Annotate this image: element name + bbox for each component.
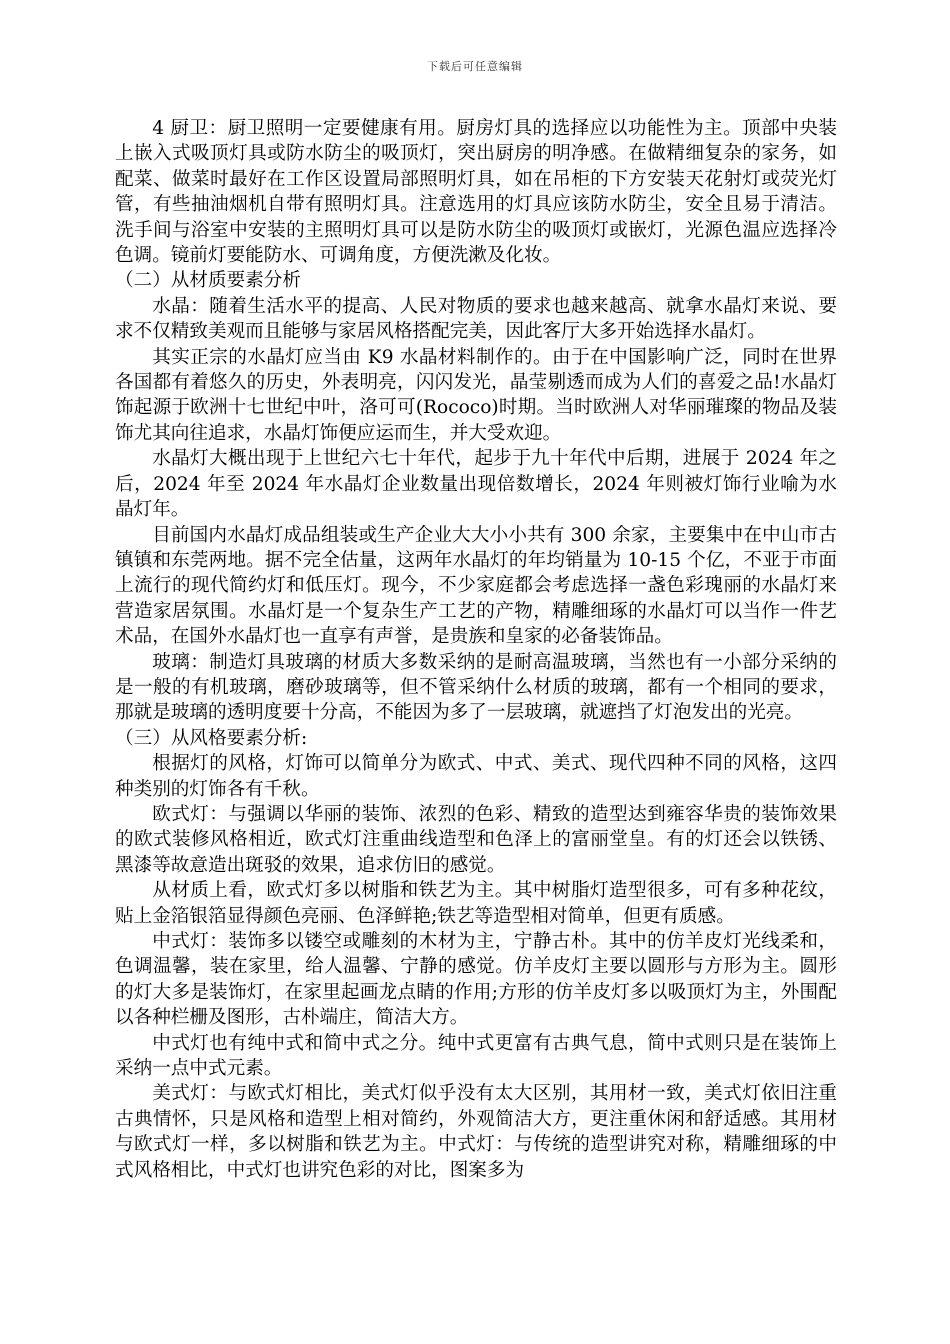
paragraph-crystal-intro: 水晶：随着生活水平的提高、人民对物质的要求也越来越高、就拿水晶灯来说、要求不仅精致美观而且能够与家居风格搭配完美，因此客厅大多开始选择水晶灯。 [115, 295, 837, 343]
page-header-note: 下载后可任意编辑 [427, 60, 523, 73]
document-body [115, 116, 837, 1183]
section-heading-style: （三）从风格要素分析: [115, 727, 308, 749]
paragraph-glass: 玻璃：制造灯具玻璃的材质大多数采纳的是耐高温玻璃，当然也有一小部分采纳的是一般的有机玻璃，磨砂玻璃等，但不管采纳什么材质的玻璃，都有一个相同的要求，那就是玻璃的透明度要十分高，不能因为多了一层玻璃，就遮挡了灯泡发出的光亮。 [115, 651, 837, 724]
paragraph-american-lamp: 美式灯：与欧式灯相比，美式灯似乎没有太大区别，其用材一致，美式灯依旧注重古典情怀，只是风格和造型上相对简约，外观简洁大方，更注重休闲和舒适感。其用材与欧式灯一样，多以树脂和铁艺为主。中式灯：与传统的造型讲究对称，精雕细琢的中式风格相比，中式灯也讲究色彩的对比，图案多为 [115, 1083, 837, 1181]
paragraph-style-overview: 根据灯的风格，灯饰可以简单分为欧式、中式、美式、现代四种不同的风格，这四种类别的灯饰各有千秋。 [115, 753, 837, 800]
paragraph-crystal-history: 水晶灯大概出现于上世纪六七十年代，起步于九十年代中后期，进展于 2024 年之后，2024 年至 2024 年水晶灯企业数量出现倍数增长，2024 年则被灯饰行业喻为水晶灯年。 [115, 448, 837, 521]
paragraph-chinese-variants: 中式灯也有纯中式和简中式之分。纯中式更富有古典气息，简中式则只是在装饰上采纳一点中式元素。 [115, 1032, 837, 1080]
paragraph-crystal-origin: 其实正宗的水晶灯应当由 K9 水晶材料制作的。由于在中国影响广泛，同时在世界各国都有着悠久的历史，外表明亮，闪闪发光，晶莹剔透而成为人们的喜爱之品!水晶灯饰起源于欧洲十七世纪中叶，洛可可(Rococo)时期。当时欧洲人对华丽璀璨的物品及装饰尤其向往追求，水晶灯饰便应运而生，并大受欢迎。 [115, 346, 837, 444]
paragraph-european-material: 从材质上看，欧式灯多以树脂和铁艺为主。其中树脂灯造型很多，可有多种花纹，贴上金箔银箔显得颜色亮丽、色泽鲜艳;铁艺等造型相对简单，但更有质感。 [115, 880, 837, 927]
paragraph-chinese-lamp: 中式灯：装饰多以镂空或雕刻的木材为主，宁静古朴。其中的仿羊皮灯光线柔和，色调温馨，装在家里，给人温馨、宁静的感觉。仿羊皮灯主要以圆形与方形为主。圆形的灯大多是装饰灯，在家里起画龙点睛的作用;方形的仿羊皮灯多以吸顶灯为主，外围配以各种栏栅及图形，古朴端庄，简洁大方。 [115, 931, 837, 1029]
paragraph-crystal-industry: 目前国内水晶灯成品组装或生产企业大大小小共有 300 余家，主要集中在中山市古镇镇和东莞两地。据不完全估量，这两年水晶灯的年均销量为 10-15 个亿，不亚于市面上流行的现代简约灯和低压灯。现今，不少家庭都会考虑选择一盏色彩瑰丽的水晶灯来营造家居氛围。水晶灯是一个复杂生产工艺的产物，精雕细琢的水晶灯可以当作一件艺术品，在国外水晶灯也一直享有声誉，是贵族和皇家的必备装饰品。 [115, 524, 837, 648]
paragraph-kitchen-bath: 4 厨卫：厨卫照明一定要健康有用。厨房灯具的选择应以功能性为主。顶部中央装上嵌入式吸顶灯具或防水防尘的吸顶灯，突出厨房的明净感。在做精细复杂的家务，如配菜、做菜时最好在工作区设置局部照明灯具，如在吊柜的下方安装天花射灯或荧光灯管，有些抽油烟机自带有照明灯具。注意选用的灯具应该防水防尘，安全且易于清洁。洗手间与浴室中安装的主照明灯具可以是防水防尘的吸顶灯或嵌灯，光源色温应选择冷色调。镜前灯要能防水、可调角度，方便洗漱及化妆。 [115, 118, 837, 267]
section-heading-material: （二）从材质要素分析 [115, 270, 301, 292]
paragraph-european-lamp: 欧式灯：与强调以华丽的装饰、浓烈的色彩、精致的造型达到雍容华贵的装饰效果的欧式装修风格相近，欧式灯注重曲线造型和色泽上的富丽堂皇。有的灯还会以铁锈、黑漆等故意造出斑驳的效果，追求仿旧的感觉。 [115, 803, 837, 876]
